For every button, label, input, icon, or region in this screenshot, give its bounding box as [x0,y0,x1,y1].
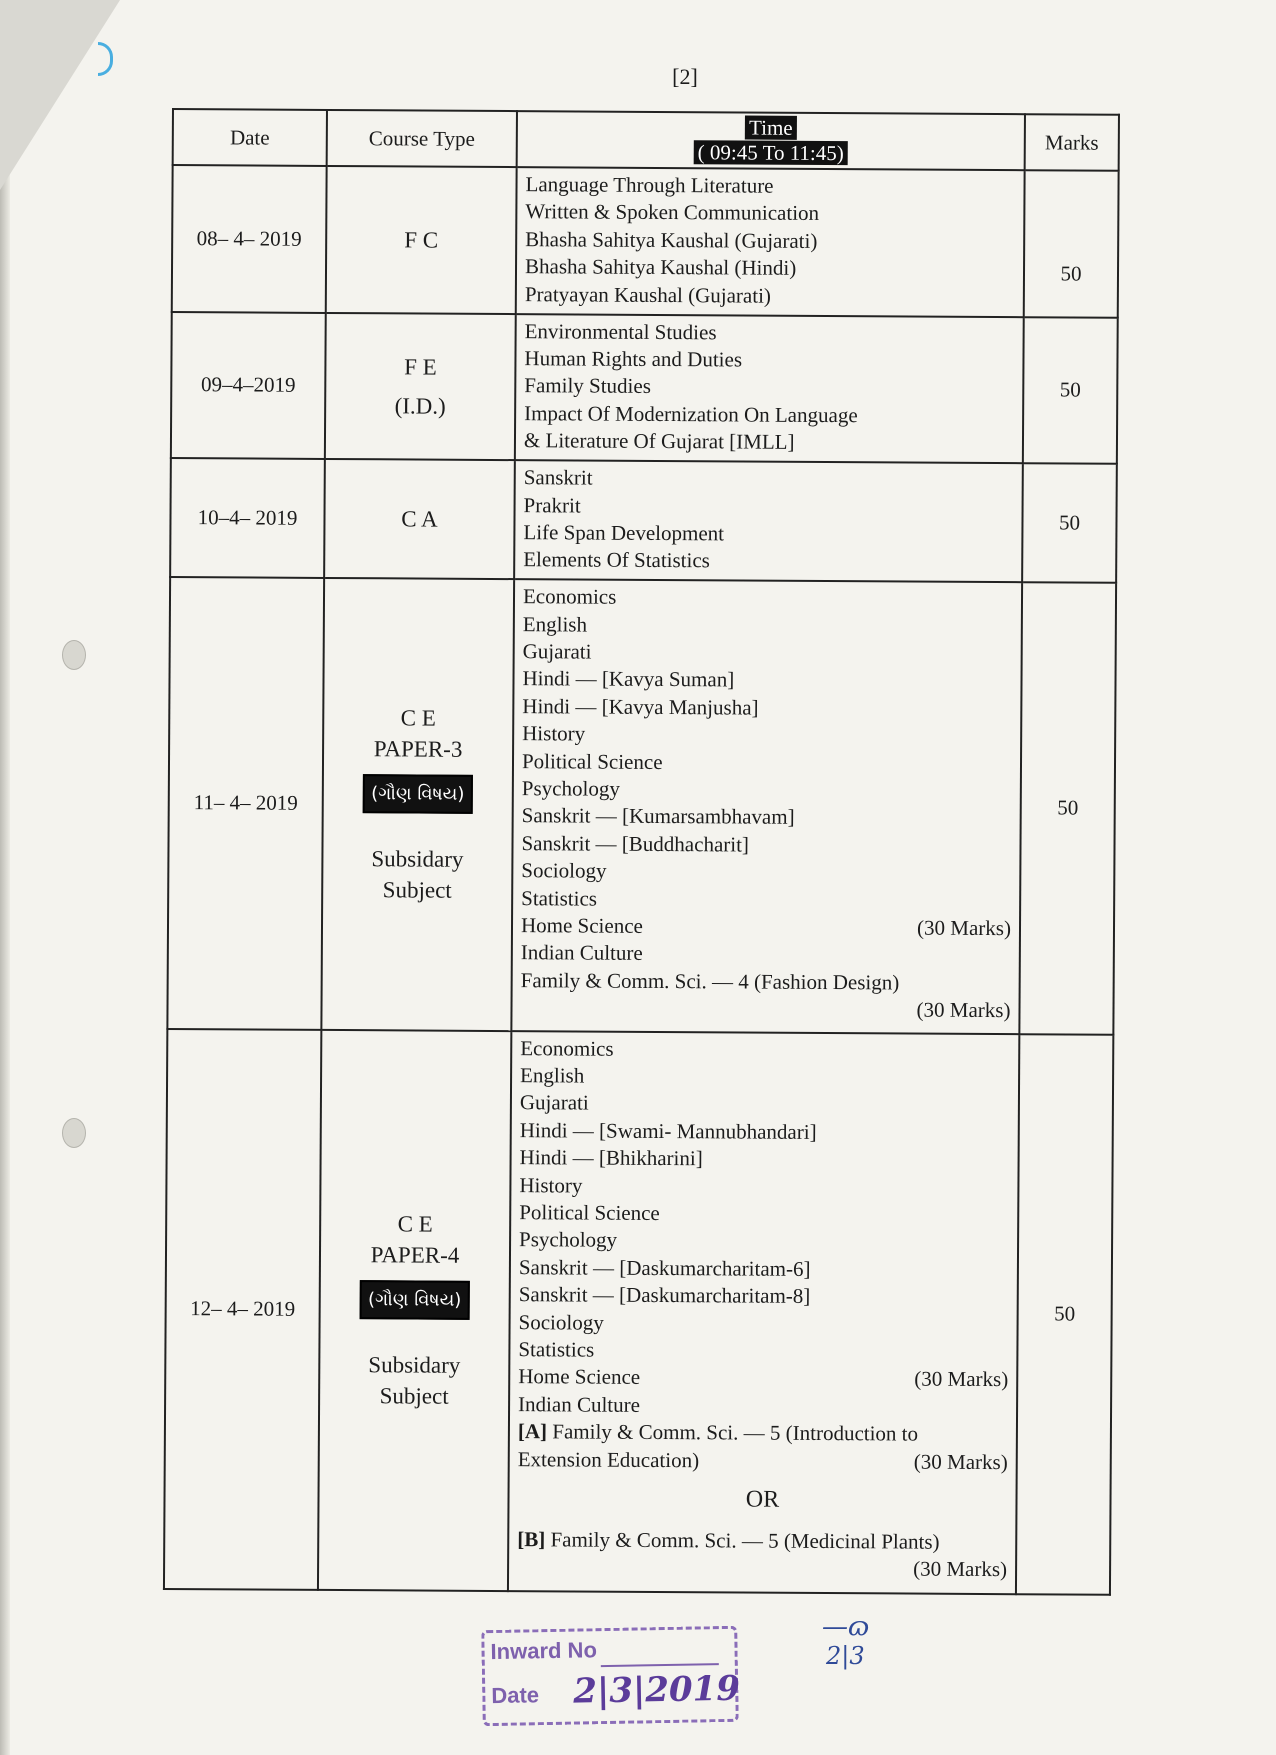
option-a-tag: [A] [517,1419,548,1444]
marks-note: (30 Marks) [913,1449,1008,1474]
option-a-line1: Family & Comm. Sci. — 5 (Introduction to [552,1419,919,1446]
subject-item: Economics [520,1035,614,1061]
subject-item: Sanskrit — [Kumarsambhavam] [521,803,795,830]
course-type-label: PAPER-3 [373,736,463,763]
signature-scrawl: —ɷ [822,1612,870,1642]
course-type-label: C E [400,705,436,731]
stamp-date-value: 2|3|2019 [572,1668,741,1712]
marks-cell: 50 [1016,1034,1113,1595]
date-cell: 10–4– 2019 [170,458,325,578]
course-type-label: F C [404,227,439,253]
subject-item: Prakrit [523,492,581,518]
course-type-label: PAPER-4 [370,1242,460,1269]
subject-item: Gujarati [522,639,592,664]
table-row [167,577,1116,1034]
subject-item: Indian Culture [518,1391,641,1417]
subject-item: Bhasha Sahitya Kaushal (Gujarati) [525,226,818,253]
signature-date: 2|3 [826,1642,865,1670]
subjects-cell [516,167,1025,317]
course-type-label: Subsidary [368,1352,461,1379]
marks-cell: 50 [1024,170,1119,317]
subject-item: Elements Of Statistics [523,547,710,573]
course-type-label: Subsidary [371,846,464,873]
subject-item: Sanskrit — [Daskumarcharitam-8] [518,1282,811,1309]
punch-hole-icon [62,1118,86,1148]
subject-item: English [522,611,588,637]
punch-hole-icon [62,640,86,670]
course-type-cell [325,313,516,461]
table-row [164,1029,1113,1595]
course-type-label: (I.D.) [394,393,446,419]
handwritten-signature [822,1612,892,1672]
time-title: Time [745,116,797,140]
stamp-inward-label: Inward No [490,1637,598,1665]
subject-label: Home Science [520,913,643,938]
option-b-line1: Family & Comm. Sci. — 5 (Medicinal Plants) [550,1527,940,1554]
subject-item: Life Span Development [523,520,725,546]
or-separator: OR [745,1486,780,1513]
subject-item: Written & Spoken Communication [525,199,820,226]
subject-item: Hindi — [Swami- Mannubhandari] [519,1117,817,1144]
subject-item: Indian Culture [520,940,643,966]
course-type-label: Subject [379,1383,449,1409]
option-b [517,1526,1007,1556]
course-type-cell [321,578,514,1031]
subject-item: Sanskrit — [Daskumarcharitam-6] [518,1254,811,1281]
subject-item: Economics [522,584,617,609]
subject-item: Sanskrit — [Buddhacharit] [521,830,750,857]
folded-corner [0,0,120,190]
subject-item: Sanskrit [523,465,593,490]
exam-schedule-table [163,108,1120,1596]
option-a-line2: Extension Education) [517,1446,700,1472]
marks-cell: 50 [1019,582,1116,1034]
subjects-cell [514,460,1023,582]
subject-item: Hindi — [Bhikharini] [519,1145,703,1171]
subject-item: Environmental Studies [524,318,717,344]
subject-item: History [522,721,586,746]
header-date: Date [173,109,327,166]
date-cell: 09–4–2019 [171,312,326,460]
header-course-type: Course Type [327,110,517,167]
date-cell: 08– 4– 2019 [172,165,327,313]
course-type-label: Subject [382,877,452,904]
subject-item: Psychology [519,1227,618,1253]
course-type-label: C A [401,506,438,532]
subject-item: Family Studies [524,373,651,399]
inward-stamp [481,1626,739,1726]
header-time [517,111,1025,170]
date-cell: 12– 4– 2019 [164,1029,321,1590]
subject-item: Gujarati [519,1090,589,1115]
subject-item: Sociology [521,858,607,883]
course-type-cell [318,1029,511,1591]
subjects-cell [511,579,1022,1034]
subject-item: Human Rights and Duties [524,346,743,372]
course-type-cell [324,459,515,579]
marks-note: (30 Marks) [913,1557,1008,1582]
subject-item: English [520,1063,585,1088]
subjects-cell [508,1031,1019,1595]
subjects-cell [515,314,1024,464]
option-a-continued [518,1446,1008,1476]
stamp-date-label: Date [491,1682,540,1709]
table-row [172,165,1119,317]
subject-item: History [519,1172,583,1198]
subject-item: Political Science [521,748,663,774]
stamp-rule [601,1663,719,1667]
option-a [518,1418,1008,1448]
subject-item: Political Science [519,1200,660,1226]
marks-note: (30 Marks) [917,915,1012,941]
subject-item-family: Family & Comm. Sci. — 4 (Fashion Design) [520,967,900,995]
marks-note: (30 Marks) [914,1366,1009,1392]
course-type-label: F E [404,354,437,380]
date-cell: 11– 4– 2019 [167,577,324,1029]
scan-edge [0,0,10,1755]
subject-item: & Literature Of Gujarat [IMLL] [523,428,795,455]
option-b-tag: [B] [517,1527,546,1552]
subject-item-home-science [518,1364,1008,1394]
subject-item: Impact Of Modernization On Language [524,401,858,428]
subject-item: Statistics [518,1337,595,1362]
subject-item: Sociology [518,1309,604,1335]
page-number: [2] [672,64,698,89]
subject-item: Hindi — [Kavya Suman] [522,666,735,692]
course-type-label: C E [397,1211,433,1237]
table-row [171,312,1118,464]
table-row [170,458,1117,583]
marks-note: (30 Marks) [916,997,1011,1023]
subject-item: Pratyayan Kaushal (Gujarati) [524,281,772,308]
header-marks: Marks [1025,114,1119,171]
subject-item: Language Through Literature [525,172,774,198]
table-header-row [173,109,1119,171]
marks-cell: 50 [1023,317,1118,464]
subsidiary-badge: (ગૌણ વિષય) [363,775,473,815]
subject-item: Statistics [521,885,598,911]
subject-item: Psychology [521,776,620,801]
time-range: ( 09:45 To 11:45) [694,140,848,165]
marks-cell: 50 [1022,463,1117,582]
subject-item-home-science [521,912,1011,942]
course-type-cell [326,166,517,314]
subject-item: Hindi — [Kavya Manjusha] [522,693,759,720]
subject-label: Home Science [518,1364,641,1390]
subsidiary-badge: (ગૌણ વિષય) [360,1280,470,1320]
subject-item: Bhasha Sahitya Kaushal (Hindi) [524,254,797,281]
